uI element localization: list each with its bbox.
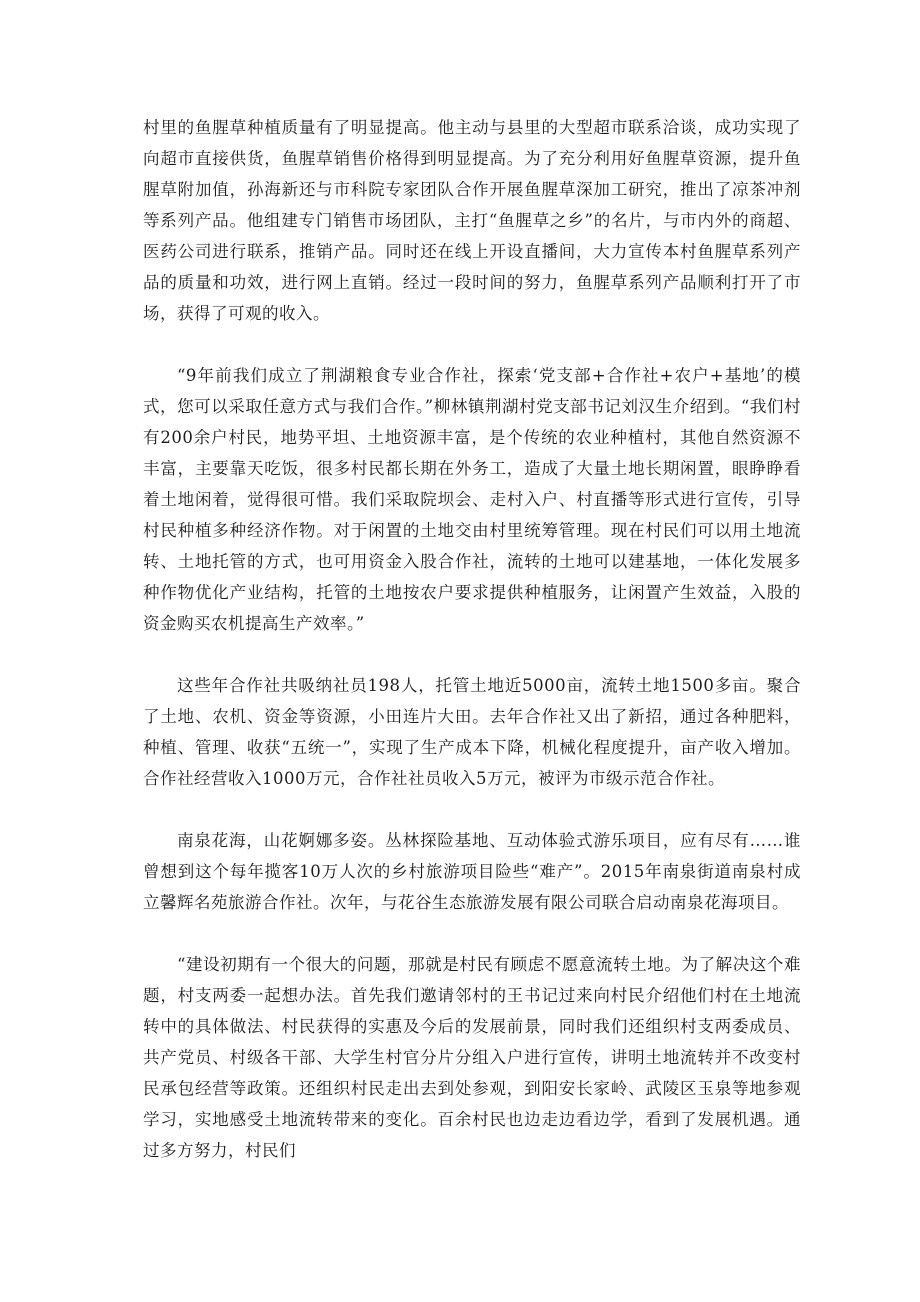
paragraph-2: “9年前我们成立了荆湖粮食专业合作社，探索‘党支部+合作社+农户+基地’的模式，您可以采取任意方式与我们合作。”柳林镇荆湖村党支部书记刘汉生介绍到。“我们村有200余户村民，地势平坦、土地资源丰富，是个传统的农业种植村，其他自然资源不丰富，主要靠天吃饭，很多村民都长期在外务工，造成了大量土地长期闲置，眼睁睁看着土地闲着，觉得很可惜。我们采取院坝会、走村入户、村直播等形式进行宣传，引导村民种植多种经济作物。对于闲置的土地交由村里统筹管理。现在村民们可以用土地流转、土地托管的方式，也可用资金入股合作社，流转的土地可以建基地，一体化发展多种作物优化产业结构，托管的土地按农户要求提供种植服务，让闲置产生效益，入股的资金购买农机提高生产效率。” — [143, 366, 801, 633]
paragraph-1: 村里的鱼腥草种植质量有了明显提高。他主动与县里的大型超市联系洽谈，成功实现了向超市直接供货，鱼腥草销售价格得到明显提高。为了充分利用好鱼腥草资源，提升鱼腥草附加值，孙海新还与市科院专家团队合作开展鱼腥草深加工研究，推出了凉茶冲剂等系列产品。他组建专门销售市场团队，主打“鱼腥草之乡”的名片，与市内外的商超、医药公司进行联系，推销产品。同时还在线上开设直播间，大力宣传本村鱼腥草系列产品的质量和功效，进行网上直销。经过一段时间的努力，鱼腥草系列产品顺利打开了市场，获得了可观的收入。 — [143, 118, 801, 323]
article-body — [143, 112, 801, 1197]
paragraph-4: 南泉花海，山花婀娜多姿。丛林探险基地、互动体验式游乐项目，应有尽有……谁曾想到这个每年揽客10万人次的乡村旅游项目险些“难产”。2015年南泉街道南泉村成立馨辉名苑旅游合作社。次年，与花谷生态旅游发展有限公司联合启动南泉花海项目。 — [143, 831, 801, 912]
paragraph-5: “建设初期有一个很大的问题，那就是村民有顾虑不愿意流转土地。为了解决这个难题，村支两委一起想办法。首先我们邀请邻村的王书记过来向村民介绍他们村在土地流转中的具体做法、村民获得的实惠及今后的发展前景，同时我们还组织村支两委成员、共产党员、村级各干部、大学生村官分片分组入户进行宣传，讲明土地流转并不改变村民承包经营等政策。还组织村民走出去到处参观，到阳安长家岭、武陵区玉泉等地参观学习，实地感受土地流转带来的变化。百余村民也边走边看边学，看到了发展机遇。通过多方努力，村民们 — [143, 955, 801, 1160]
paragraph-3: 这些年合作社共吸纳社员198人，托管土地近5000亩，流转土地1500多亩。聚合了土地、农机、资金等资源，小田连片大田。去年合作社又出了新招，通过各种肥料，种植、管理、收获“五统一”，实现了生产成本下降，机械化程度提升，亩产收入增加。合作社经营收入1000万元，合作社社员收入5万元，被评为市级示范合作社。 — [143, 676, 801, 788]
